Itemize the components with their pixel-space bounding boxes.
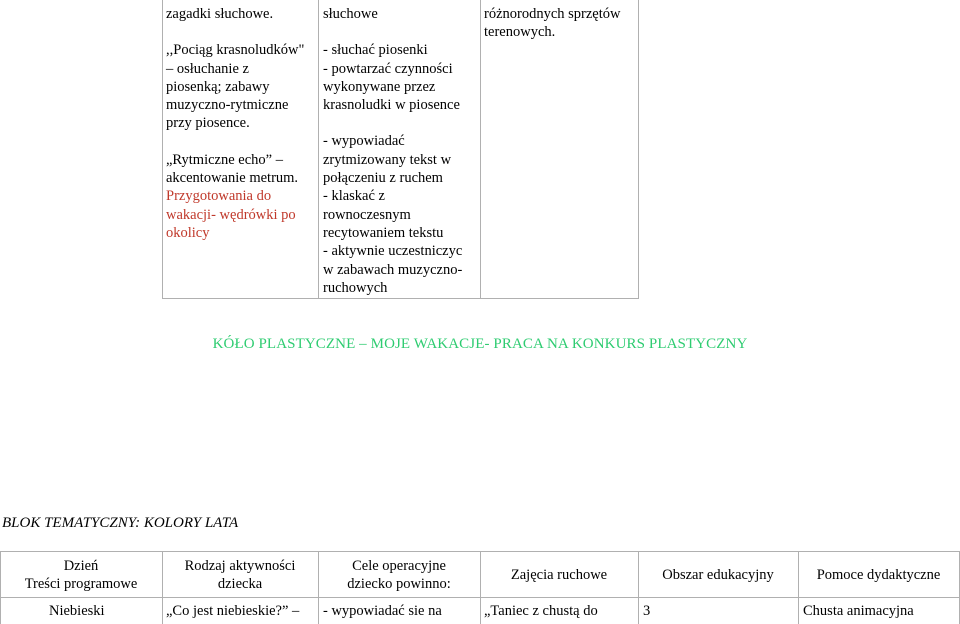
row-area: 3 (643, 603, 651, 619)
cell-line: przy piosence. (166, 115, 250, 132)
activity-cell (166, 5, 304, 242)
table-divider (162, 0, 163, 299)
cell-line: w zabawach muzyczno- (323, 261, 463, 278)
header-movement: Zajęcia ruchowe (510, 567, 608, 583)
cell-line: różnorodnych sprzętów (484, 6, 621, 22)
cell-line: wykonywane przez (323, 78, 436, 95)
top-table (0, 0, 960, 299)
cell-line: - klaskać z (323, 188, 385, 205)
header-aids: Pomoce dydaktyczne (816, 567, 941, 583)
header-line: Dzień (63, 558, 99, 574)
cell-line: terenowych. (484, 24, 556, 41)
table-divider (638, 551, 639, 624)
cell-line: - słuchać piosenki (323, 42, 428, 59)
cell-line-red: wakacji- wędrówki po (166, 206, 296, 223)
row-movement: „Taniec z chustą do (484, 603, 598, 619)
table-divider (798, 551, 799, 624)
cell-line: słuchowe (323, 6, 378, 22)
table-divider (480, 551, 481, 624)
cell-line: zrytmizowany tekst w (323, 151, 452, 168)
header-line: Cele operacyjne (352, 558, 446, 574)
table-divider (318, 0, 319, 299)
header-line: dziecko powinno: (347, 576, 451, 592)
cell-line: akcentowanie metrum. (166, 170, 299, 187)
cell-line: ,,Pociąg krasnoludków" (166, 42, 305, 59)
header-day (0, 557, 162, 593)
header-line: dziecka (217, 576, 263, 592)
cell-line: „Rytmiczne echo” – (166, 151, 283, 168)
header-activity (162, 557, 318, 593)
cell-line: ruchowych (323, 279, 388, 296)
block-title: BLOK TEMATYCZNY: KOLORY LATA (2, 515, 239, 531)
cell-line: – osłuchanie z (166, 60, 249, 77)
goals-cell (323, 5, 462, 297)
schedule-table (0, 551, 960, 624)
cell-line: rownoczesnym (323, 206, 411, 223)
cell-line: krasnoludki w piosence (323, 97, 460, 114)
cell-line: - wypowiadać (323, 133, 405, 150)
cell-line-red: okolicy (166, 224, 210, 241)
header-goals (318, 557, 480, 593)
header-area: Obszar edukacyjny (662, 567, 774, 583)
row-goals: - wypowiadać sie na (323, 603, 442, 619)
movement-cell (484, 5, 621, 42)
table-divider (638, 0, 639, 299)
header-line: Treści programowe (24, 576, 138, 592)
cell-line: muzyczno-rytmiczne (166, 97, 289, 114)
row-day: Niebieski (49, 603, 105, 619)
header-line: Rodzaj aktywności (184, 558, 296, 574)
cell-line-red: Przygotowania do (166, 188, 272, 205)
section-heading: KÓŁO PLASTYCZNE – MOJE WAKACJE- PRACA NA KONKURS PLASTYCZNY (212, 336, 748, 352)
cell-line: połączeniu z ruchem (323, 170, 443, 187)
table-divider (162, 298, 639, 299)
cell-line: - powtarzać czynności (323, 60, 453, 77)
row-activity: „Co jest niebieskie?” – (166, 603, 300, 619)
row-aids: Chusta animacyjna (803, 603, 914, 619)
cell-line: recytowaniem tekstu (323, 224, 444, 241)
table-divider (480, 0, 481, 299)
cell-line: zagadki słuchowe. (166, 6, 274, 22)
cell-line: piosenką; zabawy (166, 78, 270, 95)
cell-line: - aktywnie uczestniczyc (323, 243, 463, 260)
